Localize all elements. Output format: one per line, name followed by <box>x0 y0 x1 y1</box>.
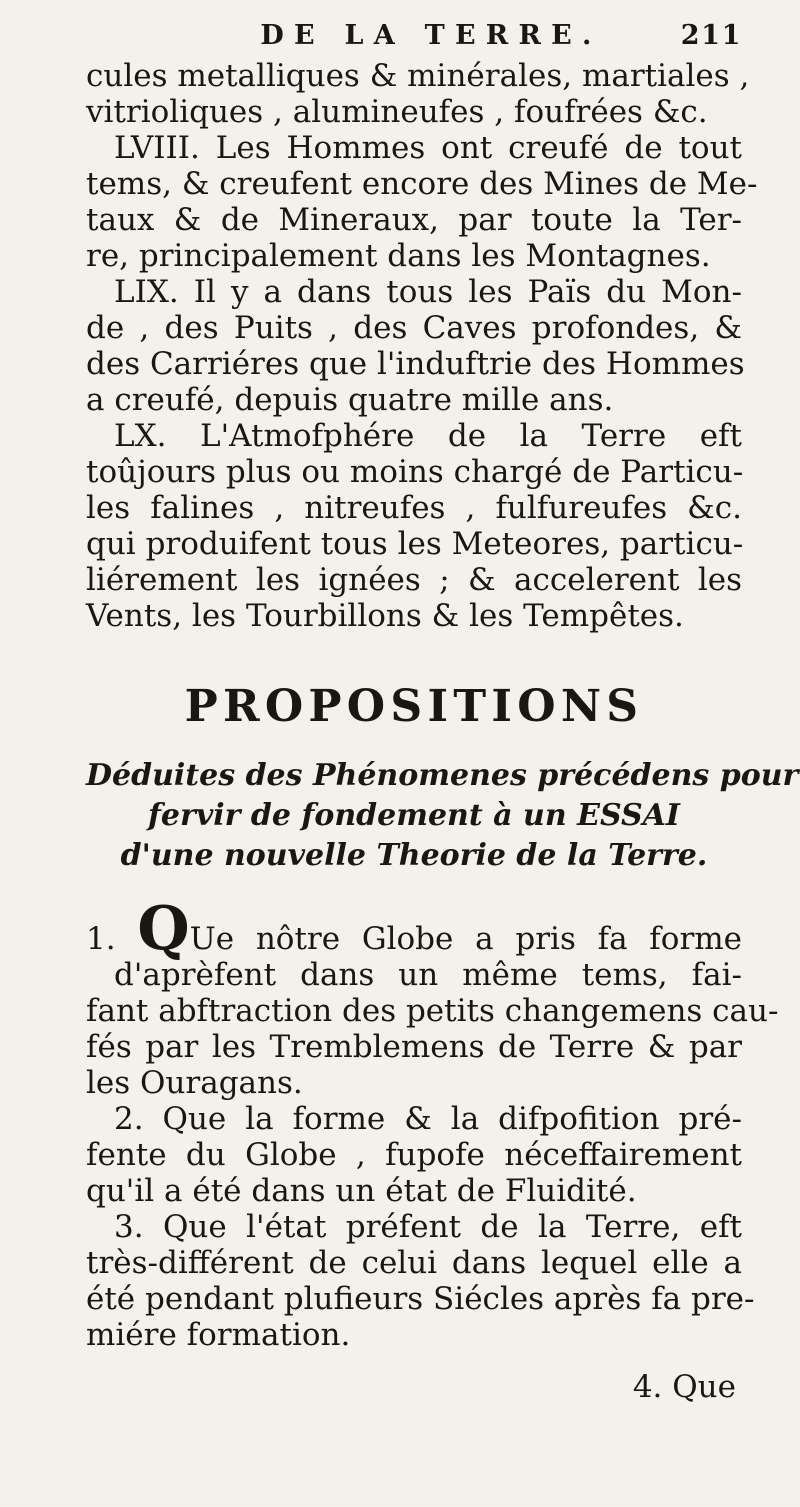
text-line: re, principalement dans les Montagnes. <box>86 238 711 274</box>
text-line: toûjours plus ou moins chargé de Particu- <box>86 454 744 490</box>
text-line: fant abftraction des petits changemens cau- <box>86 993 779 1029</box>
paragraph-lix <box>86 274 745 418</box>
paragraph-minerals-continuation <box>86 58 750 130</box>
text-line: les Ouragans. <box>86 1065 303 1101</box>
subheading-line: Déduites des Phénomenes précédens pour <box>86 758 799 793</box>
text-line <box>86 894 743 964</box>
drop-cap: Q <box>137 894 190 964</box>
text-line: qu'il a été dans un état de Fluidité. <box>86 1173 637 1209</box>
running-title: DE LA TERRE. <box>260 20 602 51</box>
text-line: tems, & creufent encore des Mines de Me- <box>86 166 758 202</box>
proposition-1 <box>86 894 779 1101</box>
paragraph-lx <box>86 418 742 634</box>
text-line: des Carriéres que l'induftrie des Hommes <box>86 346 745 382</box>
text-line: 2. Que la forme & la difpofition pré- <box>114 1101 742 1137</box>
text-line: très-différent de celui dans lequel elle a <box>86 1245 742 1281</box>
text-line: LX. L'Atmofphére de la Terre eft <box>114 418 742 454</box>
text-line: qui produifent tous les Meteores, particu- <box>86 526 744 562</box>
catchword: 4. Que <box>632 1369 736 1405</box>
text-fragment: Ue nôtre Globe a pris fa forme <box>189 921 743 957</box>
propositions-list <box>86 894 779 1353</box>
paragraph-lviii <box>86 130 758 274</box>
text-line: taux & de Mineraux, par toute la Ter- <box>86 202 742 238</box>
text-line: 3. Que l'état préfent de la Terre, eft <box>114 1209 742 1245</box>
text-line: LVIII. Les Hommes ont creufé de tout <box>114 130 742 166</box>
text-line: fés par les Tremblemens de Terre & par <box>86 1029 742 1065</box>
subheading-line: fervir de fondement à un ESSAI <box>148 798 680 833</box>
text-line: LIX. Il y a dans tous les Païs du Mon- <box>114 274 742 310</box>
text-line: vitrioliques , alumineufes , foufrées &c. <box>86 94 708 130</box>
page-number: 211 <box>680 20 742 51</box>
text-line: a creufé, depuis quatre mille ans. <box>86 382 614 418</box>
proposition-3 <box>86 1209 755 1353</box>
text-line: liérement les ignées ; & accelerent les <box>86 562 742 598</box>
text-line: fente du Globe , fupofe néceffairement <box>86 1137 742 1173</box>
proposition-2 <box>86 1101 742 1209</box>
section-subheading <box>86 756 799 876</box>
proposition-number: 1. <box>86 921 116 957</box>
subheading-line: d'une nouvelle Theorie de la Terre. <box>120 838 708 873</box>
text-line: cules metalliques & minérales, martiales , <box>86 58 750 94</box>
text-line: été pendant plufieurs Siécles après fa pre- <box>86 1281 755 1317</box>
text-line: Vents, les Tourbillons & les Tempêtes. <box>86 598 684 634</box>
text-line: de , des Puits , des Caves profondes, & <box>86 310 742 346</box>
text-line: d'aprèfent dans un même tems, fai- <box>114 957 742 993</box>
text-line: les falines , nitreufes , fulfureufes &c. <box>86 490 742 526</box>
section-heading: PROPOSITIONS <box>184 681 644 732</box>
running-head <box>86 0 742 58</box>
text-line: miére formation. <box>86 1317 351 1353</box>
